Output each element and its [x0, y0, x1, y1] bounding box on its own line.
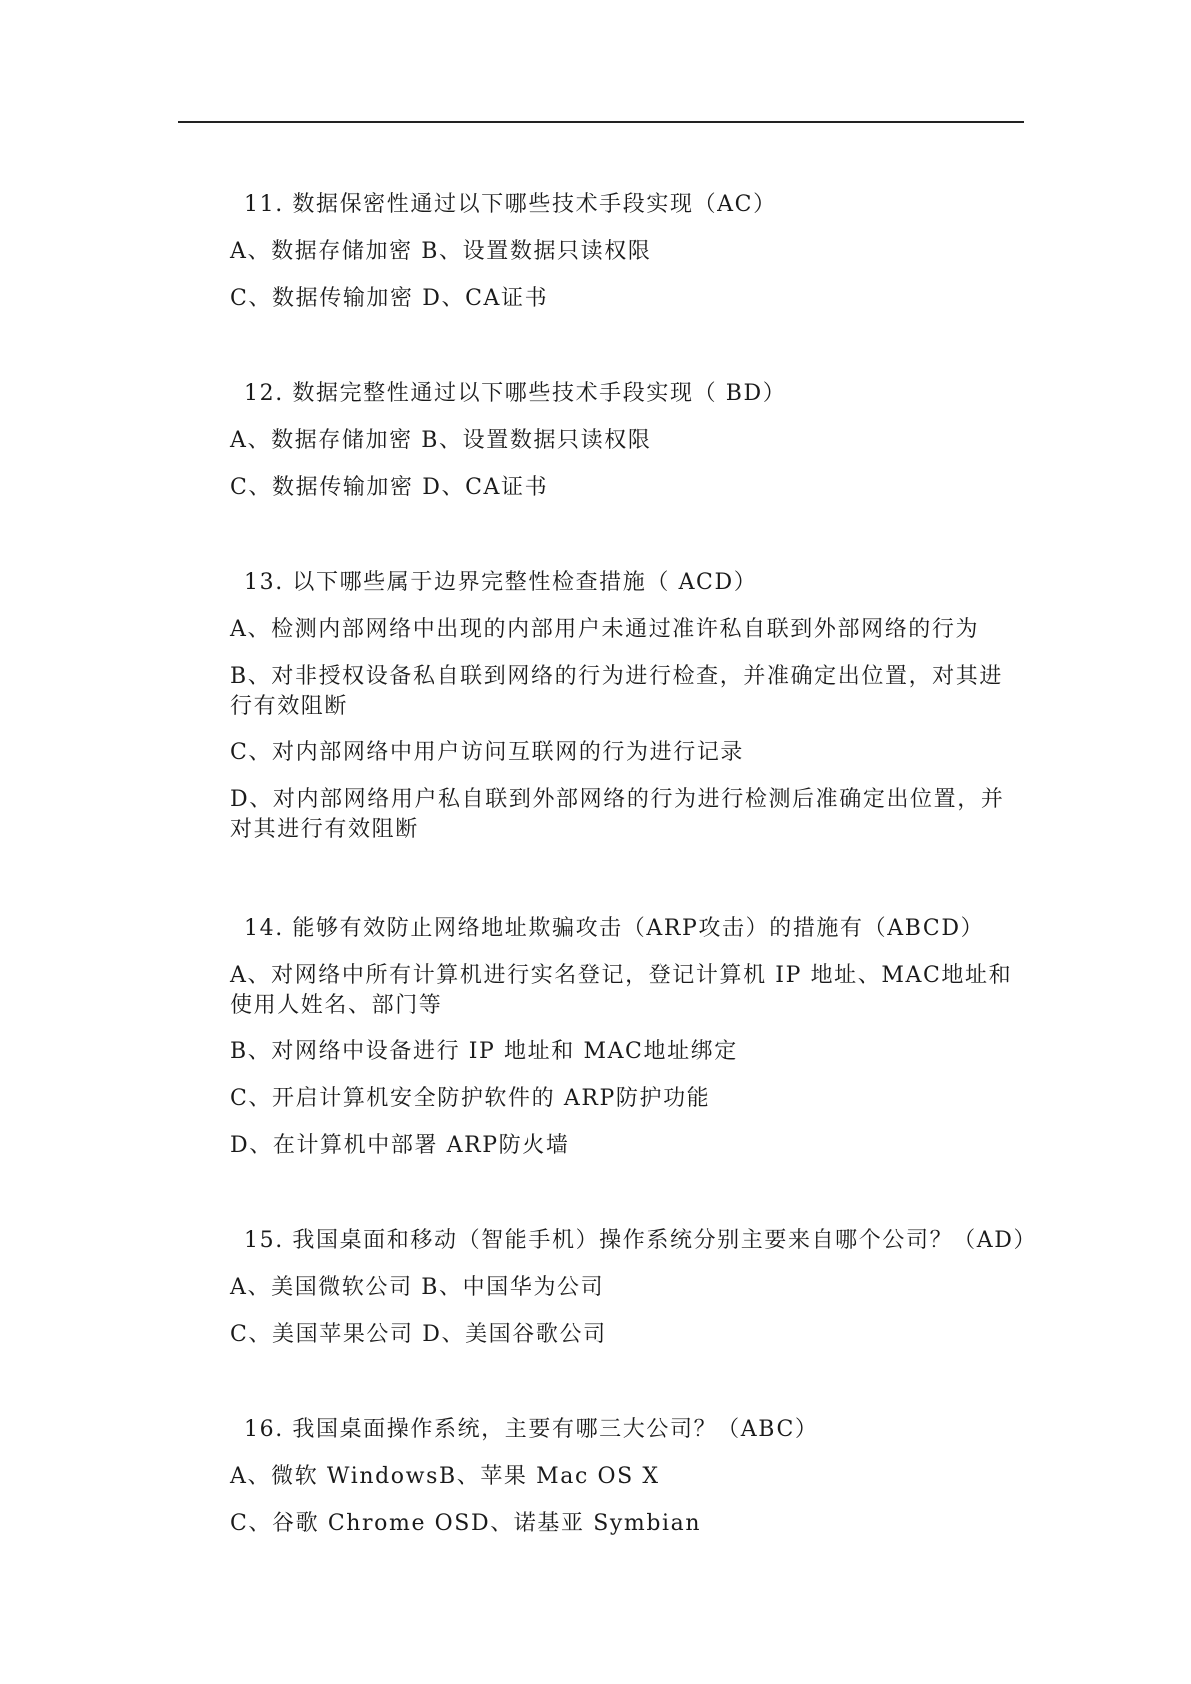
question-option: A、数据存储加密 B、设置数据只读权限	[230, 239, 652, 264]
question-option: C、数据传输加密 D、CA证书	[230, 475, 549, 500]
question-option: C、谷歌 Chrome OSD、诺基亚 Symbian	[230, 1511, 702, 1536]
question-option: A、微软 WindowsB、苹果 Mac OS X	[230, 1464, 660, 1489]
header-rule	[178, 121, 1024, 123]
question-option: A、对网络中所有计算机进行实名登记，登记计算机 IP 地址、MAC地址和使用人姓名、部门等	[230, 963, 1013, 1018]
question-option: C、数据传输加密 D、CA证书	[230, 286, 549, 311]
question-option: C、美国苹果公司 D、美国谷歌公司	[230, 1322, 607, 1347]
question-title: 12. 数据完整性通过以下哪些技术手段实现（ BD）	[244, 381, 787, 406]
question-option: A、检测内部网络中出现的内部用户未通过准许私自联到外部网络的行为	[230, 617, 980, 642]
question-option: C、开启计算机安全防护软件的 ARP防护功能	[230, 1086, 711, 1111]
question-option: C、对内部网络中用户访问互联网的行为进行记录	[230, 740, 745, 765]
question-title: 11. 数据保密性通过以下哪些技术手段实现（AC）	[244, 192, 777, 217]
question-option: A、美国微软公司 B、中国华为公司	[230, 1275, 605, 1300]
question-title: 16. 我国桌面操作系统，主要有哪三大公司？（ABC）	[244, 1417, 819, 1442]
question-option: B、对网络中设备进行 IP 地址和 MAC地址绑定	[230, 1039, 738, 1064]
question-option: D、在计算机中部署 ARP防火墙	[230, 1133, 570, 1158]
question-title: 13. 以下哪些属于边界完整性检查措施（ ACD）	[244, 570, 758, 595]
question-option: A、数据存储加密 B、设置数据只读权限	[230, 428, 652, 453]
question-title: 15. 我国桌面和移动（智能手机）操作系统分别主要来自哪个公司？（AD）	[244, 1228, 1038, 1253]
question-title: 14. 能够有效防止网络地址欺骗攻击（ARP攻击）的措施有（ABCD）	[244, 916, 985, 941]
question-option: B、对非授权设备私自联到网络的行为进行检查，并准确定出位置，对其进行有效阻断	[230, 664, 1003, 719]
question-option: D、对内部网络用户私自联到外部网络的行为进行检测后准确定出位置，并对其进行有效阻断	[230, 787, 1005, 842]
